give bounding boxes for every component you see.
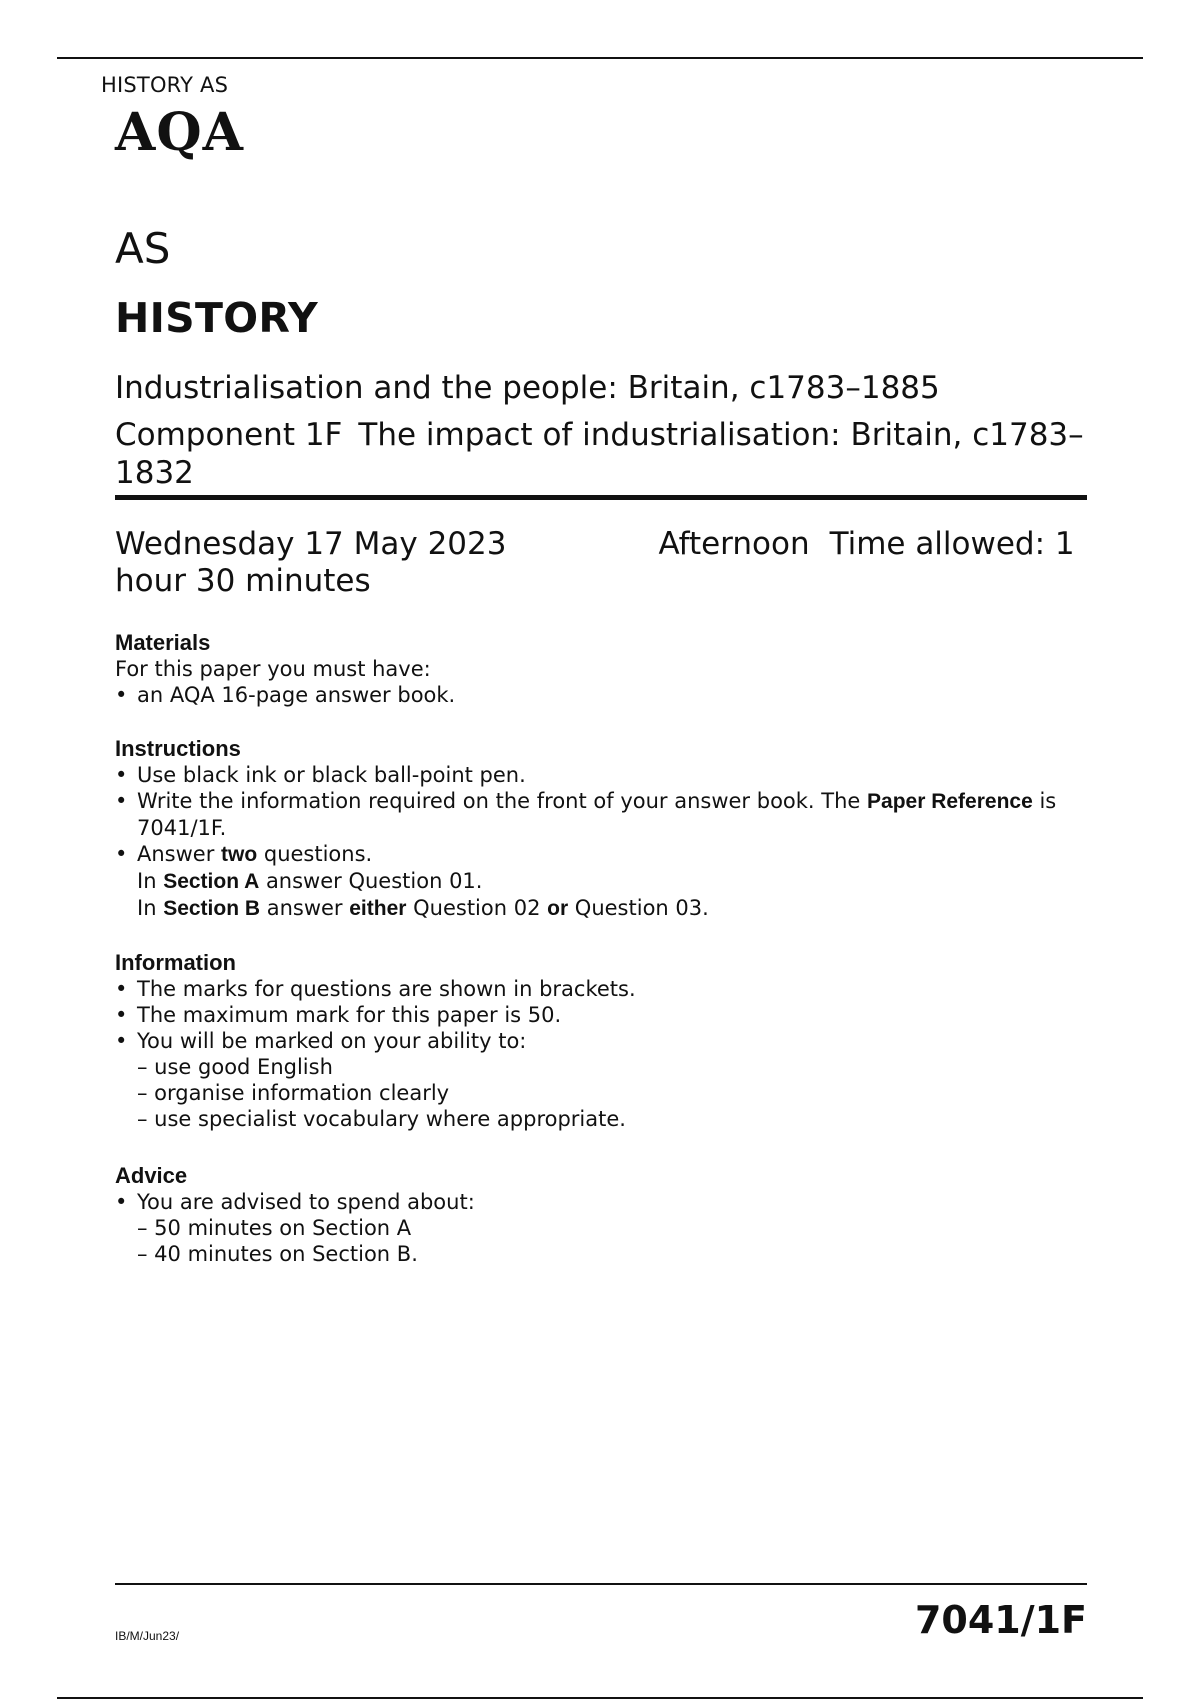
footer-rule (115, 1583, 1087, 1585)
advice-list (115, 1189, 1095, 1215)
subject-title: HISTORY (115, 294, 319, 342)
sub-list-item: – use specialist vocabulary where appropriate. (137, 1107, 626, 1131)
information-heading: Information (115, 950, 236, 975)
paper-title: Industrialisation and the people: Britain, c1783–1885 (115, 370, 940, 406)
list-item: • an AQA 16-page answer book. (115, 683, 456, 707)
exam-session: Afternoon (658, 526, 810, 562)
time-allowed: Time allowed: 1 hour 30 minutes (115, 526, 1075, 599)
exam-details (115, 526, 1095, 600)
advice-section (115, 1163, 1095, 1267)
sub-list-item: – 40 minutes on Section B. (137, 1242, 418, 1266)
information-list (115, 976, 1095, 1054)
bullet-icon: • (115, 842, 128, 866)
footer-reference: IB/M/Jun23/ (115, 1629, 180, 1643)
bullet-icon: • (115, 763, 128, 787)
sub-list-item: – organise information clearly (137, 1081, 450, 1105)
component-title: The impact of industrialisation: Britain, c1783–1832 (115, 417, 1084, 491)
materials-list (115, 682, 1095, 708)
list-item: • Use black ink or black ball-point pen. (115, 763, 526, 787)
bullet-icon: • (115, 1029, 128, 1053)
header-label: HISTORY AS (101, 73, 229, 97)
component-code: Component 1F (115, 417, 343, 453)
top-border-rule (57, 57, 1143, 59)
instructions-heading: Instructions (115, 736, 241, 761)
title-divider-rule (115, 495, 1087, 500)
instructions-list (115, 762, 1095, 922)
paper-code: 7041/1F (914, 1598, 1087, 1642)
aqa-logo: AQA (115, 102, 244, 163)
list-item: • Write the information required on the front of your answer book. The Paper Reference is 7041/1F. (115, 789, 1057, 840)
materials-intro: For this paper you must have: (115, 657, 431, 681)
list-item: • The marks for questions are shown in brackets. (115, 977, 636, 1001)
list-item: • Answer two questions. In Section A answer Question 01. In Section B answer either Question 02 or Question 03. (115, 842, 709, 920)
materials-heading: Materials (115, 630, 211, 655)
bullet-icon: • (115, 1190, 128, 1214)
bottom-border-rule (57, 1697, 1143, 1699)
sub-list-item: – 50 minutes on Section A (137, 1216, 412, 1240)
list-item: • The maximum mark for this paper is 50. (115, 1003, 562, 1027)
instructions-section (115, 736, 1095, 922)
bullet-icon: • (115, 683, 128, 707)
materials-section (115, 630, 1095, 708)
sub-list-item: – use good English (137, 1055, 333, 1079)
information-section (115, 950, 1095, 1132)
list-item: • You will be marked on your ability to: (115, 1029, 527, 1053)
bullet-icon: • (115, 977, 128, 1001)
qualification-level: AS (115, 224, 171, 273)
bullet-icon: • (115, 1003, 128, 1027)
component-heading (115, 416, 1095, 492)
exam-date: Wednesday 17 May 2023 (115, 526, 507, 562)
advice-heading: Advice (115, 1163, 188, 1188)
list-item: • You are advised to spend about: (115, 1190, 475, 1214)
bullet-icon: • (115, 789, 128, 813)
